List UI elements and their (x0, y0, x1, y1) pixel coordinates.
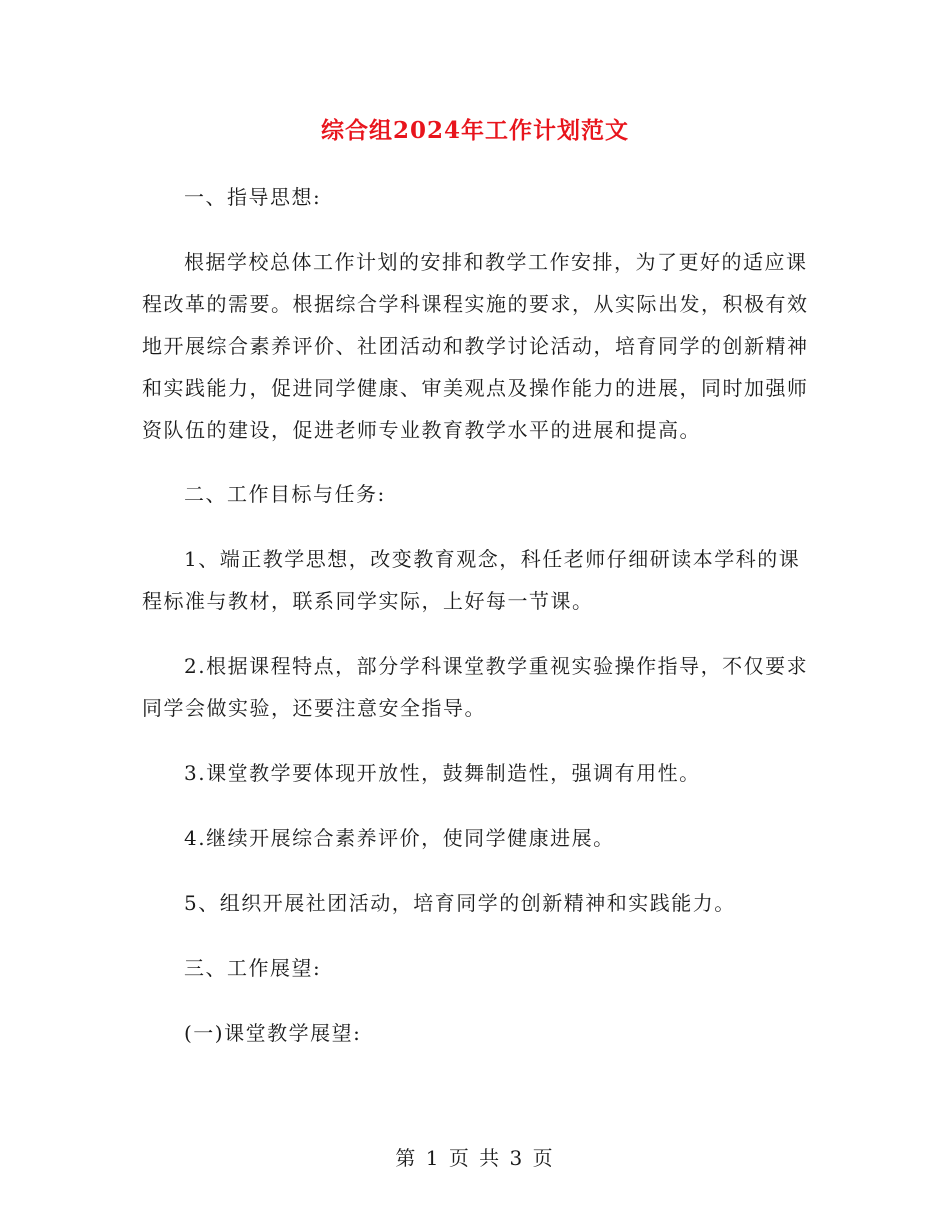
paragraph-item-2: 2.根据课程特点，部分学科课堂教学重视实验操作指导，不仅要求同学会做实验，还要注意安全指导。 (142, 654, 809, 720)
paragraph-guiding-ideology: 根据学校总体工作计划的安排和教学工作安排，为了更好的适应课程改革的需要。根据综合学科课程实施的要求，从实际出发，积极有效地开展综合素养评价、社团活动和教学讨论活动，培育同学的创新精神和实践能力，促进同学健康、审美观点及操作能力的进展，同时加强师资队伍的建设，促进老师专业教育教学水平的进展和提高。 (142, 250, 809, 442)
section-heading-guiding-ideology: 一、指导思想: (184, 185, 322, 209)
section-heading-goals-tasks: 二、工作目标与任务: (184, 482, 386, 506)
paragraph-item-5: 5、组织开展社团活动，培育同学的创新精神和实践能力。 (184, 891, 736, 915)
section-heading-work-outlook: 三、工作展望: (184, 956, 322, 980)
page-number-footer: 第 1 页 共 3 页 (395, 1146, 555, 1170)
paragraph-item-4: 4.继续开展综合素养评价，使同学健康进展。 (184, 826, 615, 850)
subsection-heading-classroom-outlook: (一)课堂教学展望: (184, 1021, 362, 1045)
paragraph-item-1: 1、端正教学思想，改变教育观念，科任老师仔细研读本学科的课程标准与教材，联系同学实际，上好每一节课。 (142, 547, 801, 613)
document-title: 综合组2024年工作计划范文 (320, 117, 629, 144)
paragraph-item-3: 3.课堂教学要体现开放性，鼓舞制造性，强调有用性。 (184, 761, 701, 785)
